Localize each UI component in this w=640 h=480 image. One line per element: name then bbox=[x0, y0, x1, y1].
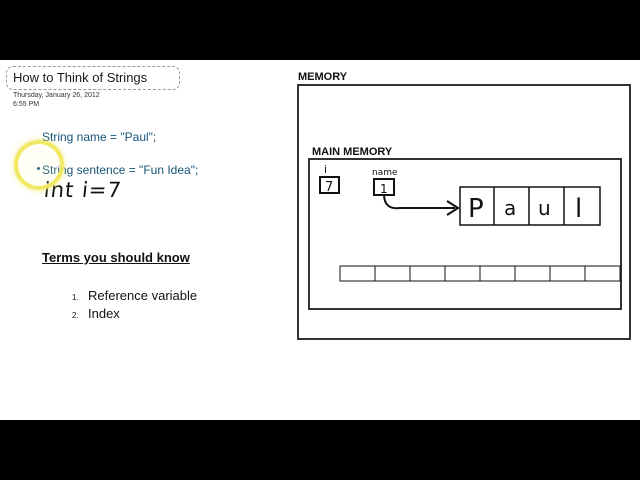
var-name-name: name bbox=[372, 168, 398, 178]
handwritten-int: int i=7 bbox=[42, 178, 124, 202]
empty-memory-strip bbox=[340, 266, 620, 281]
main-memory-label: MAIN MEMORY bbox=[312, 146, 393, 158]
char-cell: a bbox=[504, 196, 517, 220]
term-reference-variable: Reference variable bbox=[88, 288, 198, 303]
memory-cell bbox=[480, 266, 515, 281]
memory-cell bbox=[445, 266, 480, 281]
code-line-sentence: String sentence = "Fun Idea"; bbox=[42, 163, 199, 177]
memory-cell bbox=[550, 266, 585, 281]
char-cell: u bbox=[538, 196, 551, 220]
note-time: 6:55 PM bbox=[13, 101, 40, 108]
var-i-value: 7 bbox=[325, 180, 334, 195]
term-number: 2. bbox=[72, 311, 79, 320]
memory-cell bbox=[515, 266, 550, 281]
terms-heading: Terms you should know bbox=[42, 250, 190, 265]
char-cell: l bbox=[575, 194, 583, 224]
var-name-value: 1 bbox=[380, 182, 388, 196]
var-i-name: i bbox=[324, 163, 328, 176]
note-date: Thursday, January 26, 2012 bbox=[13, 92, 100, 99]
code-line-name: String name = "Paul"; bbox=[42, 130, 157, 144]
memory-cell bbox=[410, 266, 445, 281]
memory-cell bbox=[585, 266, 620, 281]
memory-cell bbox=[340, 266, 375, 281]
term-number: 1. bbox=[72, 293, 79, 302]
reference-arrow-icon bbox=[384, 194, 455, 208]
memory-label: MEMORY bbox=[298, 71, 348, 83]
memory-cell bbox=[375, 266, 410, 281]
notes-canvas bbox=[0, 60, 640, 420]
page-title: How to Think of Strings bbox=[13, 70, 148, 85]
paul-string-array bbox=[460, 187, 600, 225]
term-index: Index bbox=[88, 306, 120, 321]
char-cell: P bbox=[468, 194, 484, 224]
memory-diagram bbox=[0, 60, 640, 420]
